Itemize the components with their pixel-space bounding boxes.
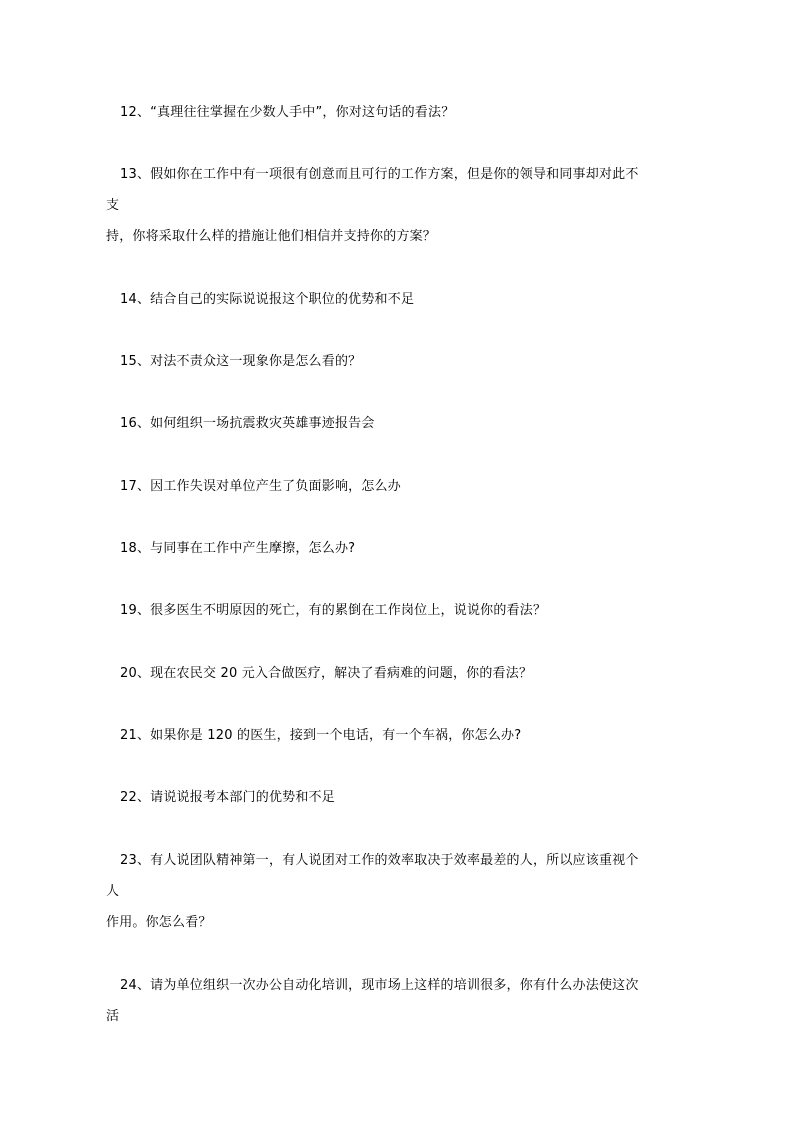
question-18: 18、与同事在工作中产生摩擦，怎么办? — [120, 541, 356, 556]
question-21: 21、如果你是 120 的医生，接到一个电话，有一个车祸，你怎么办? — [120, 728, 522, 743]
question-16: 16、如何组织一场抗震救灾英雄事迹报告会 — [120, 416, 375, 431]
question-13-line-1: 13、假如你在工作中有一项很有创意而且可行的工作方案，但是你的领导和同事却对此不 — [120, 167, 639, 182]
question-23-line-3: 作用。你怎么看？ — [106, 915, 212, 930]
question-22: 22、请说说报考本部门的优势和不足 — [120, 790, 335, 805]
question-13-line-2: 支 — [106, 198, 120, 213]
question-14: 14、结合自己的实际说说报这个职位的优势和不足 — [120, 292, 415, 307]
question-19: 19、很多医生不明原因的死亡，有的累倒在工作岗位上，说说你的看法？ — [120, 603, 547, 618]
question-17: 17、因工作失误对单位产生了负面影响，怎么办 — [120, 479, 401, 494]
question-24-line-1: 24、请为单位组织一次办公自动化培训，现市场上这样的培训很多，你有什么办法使这次 — [120, 978, 639, 993]
question-12: 12、“真理往往掌握在少数人手中”，你对这句话的看法？ — [120, 105, 455, 120]
question-13-line-3: 持，你将采取什么样的措施让他们相信并支持你的方案？ — [106, 229, 437, 244]
question-24-line-2: 活 — [106, 1009, 120, 1024]
question-23-line-1: 23、有人说团队精神第一，有人说团对工作的效率取决于效率最差的人，所以应该重视个 — [120, 853, 639, 868]
question-15: 15、对法不责众这一现象你是怎么看的？ — [120, 354, 362, 369]
question-20: 20、现在农民交 20 元入合做医疗，解决了看病难的问题，你的看法？ — [120, 666, 533, 681]
question-23-line-2: 人 — [106, 884, 120, 899]
